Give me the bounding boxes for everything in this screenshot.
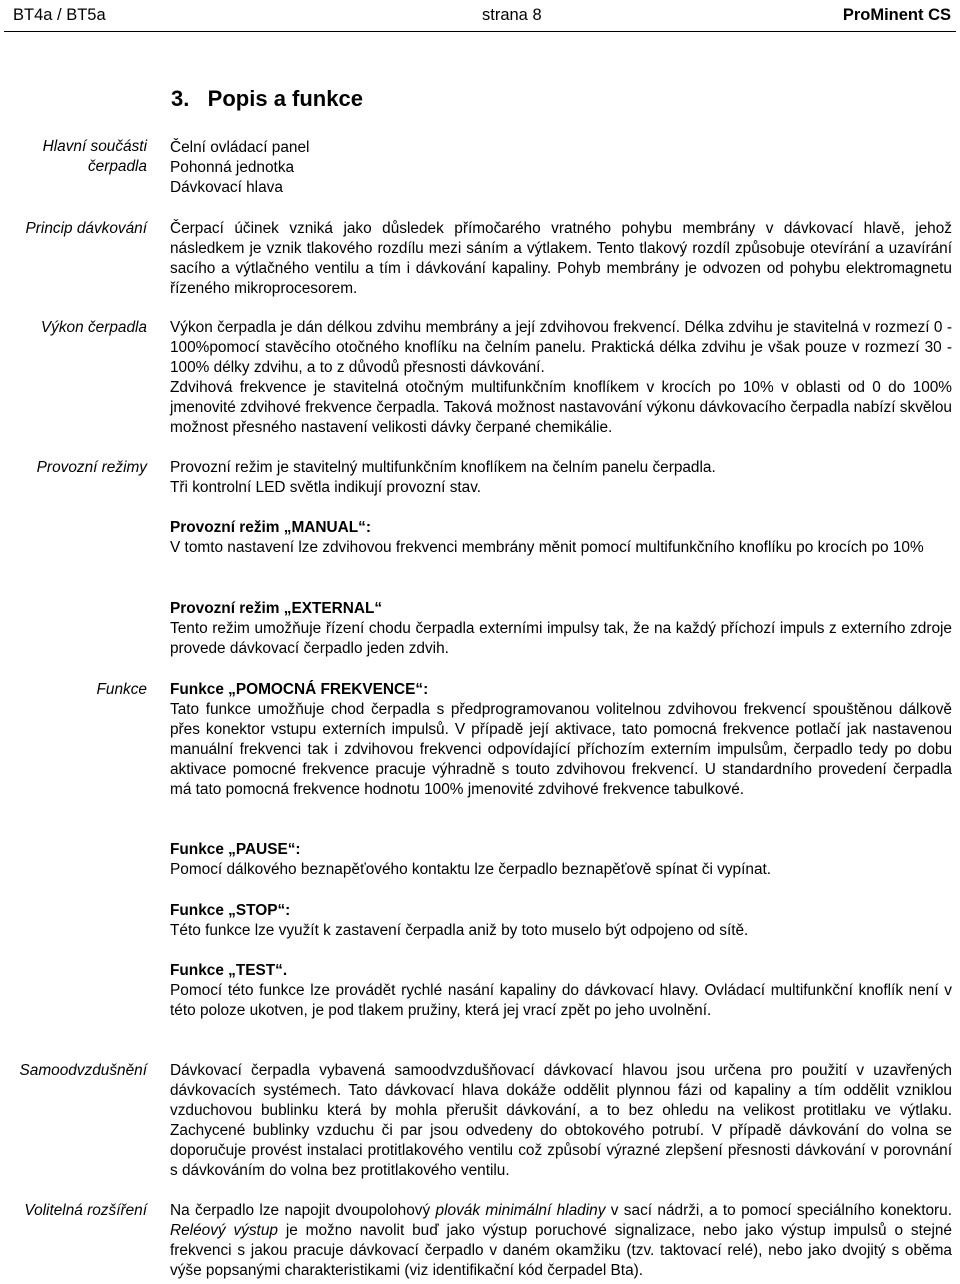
volitelna-t2: v sací nádrži, a to pomocí speciálního konektoru.	[605, 1202, 952, 1219]
volitelna-text	[170, 1201, 952, 1281]
volitelna-t1-italic: plovák minimální hladiny	[435, 1202, 606, 1219]
header-page-number: strana 8	[482, 6, 542, 24]
section-vykon	[170, 318, 952, 438]
item-1: Čelní ovládací panel	[170, 139, 310, 156]
chapter-title: 3. Popis a funkce	[171, 86, 363, 111]
volitelna-t1: Na čerpadlo lze napojit dvoupolohový	[170, 1202, 436, 1219]
header-company: ProMinent CS	[842, 6, 951, 24]
side-label-vykon: Výkon čerpadla	[40, 319, 147, 336]
volitelna-t3: je možno navolit buď jako výstup poruchové signalizace, nebo jako výstup impulsů o stejné frekvenci s jakou pracuje dávkovací čerpadlo v daném okamžiku (tzv. taktovací relé), nebo jako dvojitý s oběma výše popsanými charakteristikami (viz identifikační kód čerpadel Bta).	[170, 1222, 952, 1279]
manual-heading: Provozní režim „MANUAL“:	[170, 519, 371, 536]
vykon-text-2: Zdvihová frekvence je stavitelná otočným multifunkčním knoflíkem v krocích po 10% v oblasti od 0 do 100% jmenovité zdvihové frekvence čerpadla. Taková možnost nastavování výkonu dávkovacího čerpadla nabízí skvělou možnost přesného nastavení velikosti dávky čerpané chemikálie.	[170, 379, 952, 436]
stop-heading: Funkce „STOP“:	[170, 902, 291, 919]
page-header	[0, 0, 960, 34]
external-text: Tento režim umožňuje řízení chodu čerpadla externími impulsy tak, že na každý příchozí impuls z externího zdroje provede dávkovací čerpadlo jeden zdvih.	[170, 620, 952, 657]
pause-heading: Funkce „PAUSE“:	[170, 841, 301, 858]
function-stop	[170, 901, 952, 941]
rezimy-line-2: Tři kontrolní LED světla indikují provozní stav.	[170, 479, 482, 496]
manual-text: V tomto nastavení lze zdvihovou frekvenci membrány měnit pomocí multifunkčního knoflíku po krocích po 10%	[170, 539, 924, 556]
side-label-rezimy: Provozní režimy	[36, 459, 147, 476]
section-volitelna	[170, 1201, 952, 1281]
section-rezimy	[170, 458, 952, 498]
side-label-princip: Princip dávkování	[25, 220, 147, 237]
princip-text: Čerpací účinek vzniká jako důsledek přímočarého vratného pohybu membrány v dávkovací hlavě, jehož následkem je vznik tlakového rozdílu mezi sáním a výtlakem. Tento tlakový rozdíl způsobuje otevírání a uzavírání sacího a výtlačného ventilu a tím i dávkování kapaliny. Pohyb membrány je odvozen od pohybu elektromagnetu řízeného mikroprocesorem.	[170, 220, 952, 297]
rezimy-line-1: Provozní režim je stavitelný multifunkčním knoflíkem na čelním panelu čerpadla.	[170, 459, 716, 476]
pomocna-heading: Funkce „POMOCNÁ FREKVENCE“:	[170, 681, 429, 698]
test-heading: Funkce „TEST“.	[170, 962, 288, 979]
function-test	[170, 961, 952, 1021]
stop-text: Této funkce lze využít k zastavení čerpadla aniž by toto muselo být odpojeno od sítě.	[170, 922, 749, 939]
volitelna-t2-italic: Reléový výstup	[170, 1222, 278, 1239]
test-text: Pomocí této funkce lze provádět rychlé nasání kapaliny do dávkovací hlavy. Ovládací multifunkční knoflík není v této poloze ukotven, je pod tlakem pružiny, která jej vrací zpět po jeho uvolnění.	[170, 982, 952, 1019]
samood-text: Dávkovací čerpadla vybavená samoodvzdušňovací dávkovací hlavou jsou určena pro použití v uzavřených dávkovacích systémech. Tato dávkovací hlava dokáže oddělit plynnou fázi od kapaliny a tím oddělit vzniklou vzduchovou bublinku která by mohla přerušit dávkování, a to bez ohledu na velikost protitlaku ve výtlaku. Zachycené bublinky vzduchu či par jsou odvedeny do obtokového potrubí. V případě dávkování do volna se doporučuje provést instalaci protitlakového ventilu což způsobí výrazné zlepšení přesnosti dávkování v porovnání s dávkováním do volna bez protitlakového ventilu.	[170, 1062, 952, 1179]
pause-text: Pomocí dálkového beznapěťového kontaktu lze čerpadlo beznapěťově spínat či vypínat.	[170, 861, 772, 878]
section-samood	[170, 1061, 952, 1181]
vykon-text-1: Výkon čerpadla je dán délkou zdvihu membrány a její zdvihovou frekvencí. Délka zdvihu je stavitelná v rozmezí 0 - 100%pomocí stavěcího otočného knoflíku na čelním panelu. Praktická délka zdvihu je však pouze v rozmezí 30 - 100% délky zdvihu, a to z důvodů přesnosti dávkování.	[170, 319, 952, 376]
section-princip	[170, 219, 952, 299]
mode-manual	[170, 518, 952, 558]
pomocna-text: Tato funkce umožňuje chod čerpadla s předprogramovanou volitelnou zdvihovou frekvencí spouštěnou dálkově přes konektor vstupu externích impulsů. V případě její aktivace, tato pomocná frekvence potlačí jak nastavenou manuální frekvenci tak i zdvihovou frekvenci odpovídající příchozím externím impulsům, čerpadlo tedy po dobu aktivace pomocné frekvence pracuje výhradně s touto zdvihovou frekvencí. U standardního provedení čerpadla má tato pomocná frekvence hodnotu 100% jmenovité zdvihové frekvence tabulkové.	[170, 701, 952, 798]
side-label-hlavni: Hlavní součásti čerpadla	[42, 138, 147, 175]
mode-external	[170, 599, 952, 659]
header-rule	[4, 31, 956, 32]
side-label-funkce: Funkce	[96, 681, 147, 698]
function-pause	[170, 840, 952, 880]
header-doc-id: BT4a / BT5a	[13, 6, 106, 24]
side-label-volitelna: Volitelná rozšíření	[24, 1202, 147, 1219]
section-hlavni-items	[170, 138, 952, 198]
item-3: Dávkovací hlava	[170, 179, 283, 196]
item-2: Pohonná jednotka	[170, 159, 295, 176]
function-pomocna	[170, 680, 952, 800]
side-label-samood: Samoodvzdušnění	[19, 1062, 147, 1079]
external-heading: Provozní režim „EXTERNAL“	[170, 600, 383, 617]
